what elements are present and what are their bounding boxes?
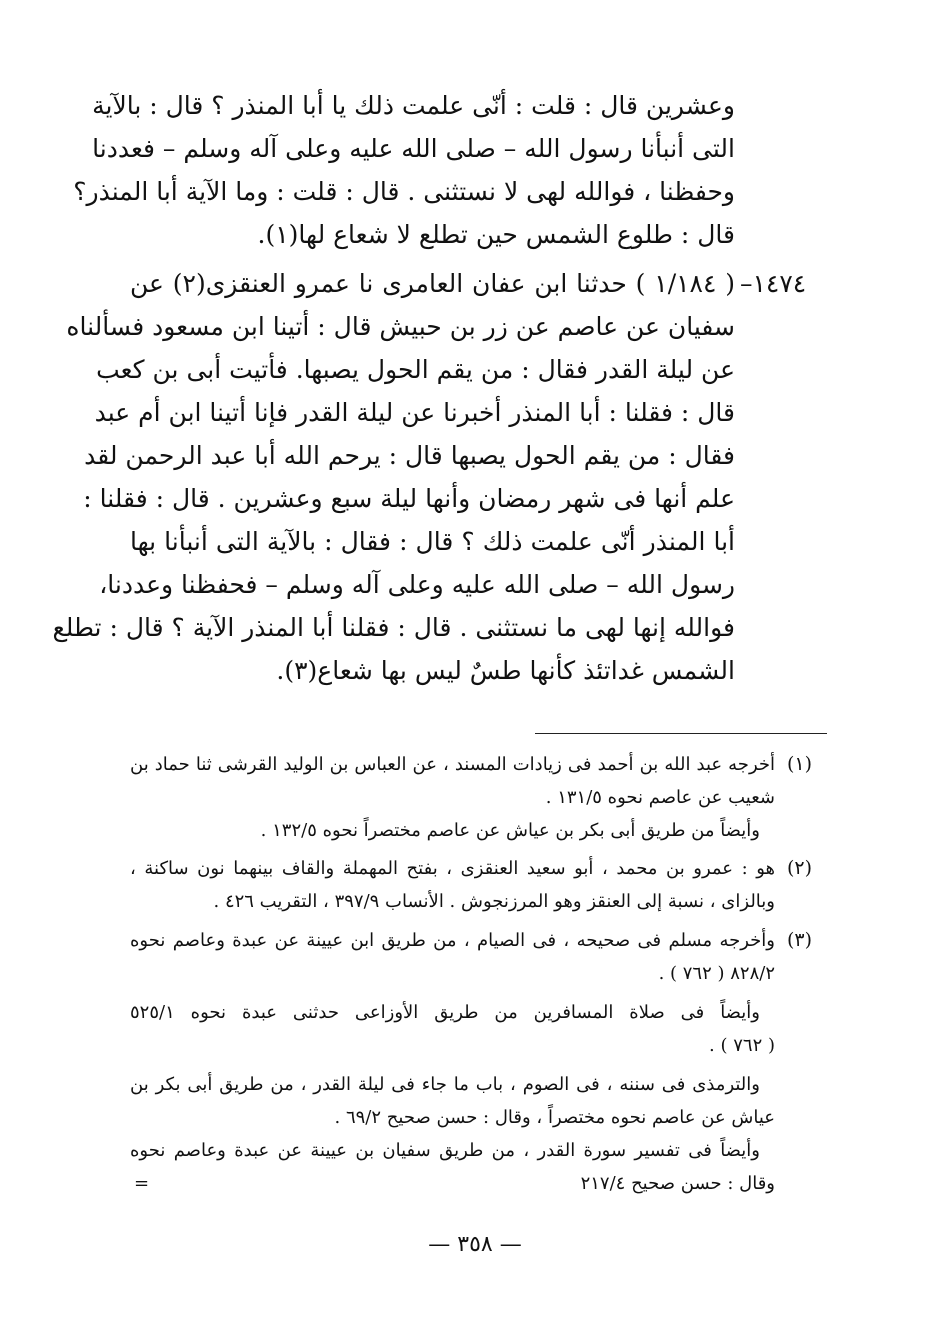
paragraph-continuation: [73, 84, 735, 256]
footnote-number: (٣): [787, 929, 813, 951]
footnote-number: (١): [787, 753, 813, 775]
footnote-line: وقال : حسن صحيح ٢١٧/٤: [580, 1173, 775, 1194]
text-line: علم أنها فى شهر رمضان وأنها ليلة سبع وعشرين . قال : فقلنا :: [83, 484, 735, 513]
text-line: ( ١/١٨٤ ) حدثنا ابن عفان العامرى نا عمرو العنقزى(٢) عن: [130, 269, 735, 298]
text-line: سفيان عن عاصم عن زر بن حبيش قال : أتينا ابن مسعود فسألناه: [66, 312, 735, 341]
text-line: قال : طلوع الشمس حين تطلع لا شعاع لها(١).: [257, 220, 735, 249]
hadith-text: [52, 262, 735, 692]
text-line: الشمس غداتئذ كأنها طسٌ ليس بها شعاع(٣).: [276, 656, 735, 685]
text-line: التى أنبأنا رسول الله – صلى الله عليه وعلى آله وسلم – فعددنا: [92, 134, 735, 163]
footnote-line: أخرجه عبد الله بن أحمد فى زيادات المسند ، عن العباس بن الوليد القرشى ثنا حماد بن: [130, 754, 775, 775]
footnote-line: ( ٧٦٢ ) .: [709, 1035, 775, 1056]
footnote-line: وأخرجه مسلم فى صحيحه ، فى الصيام ، من طريق ابن عيينة عن عبدة وعاصم نحوه: [130, 930, 775, 951]
hadith-number: ١٤٧٤–: [740, 269, 807, 298]
text-line: وحفظنا ، فوالله لهى لا نستثنى . قال : قلت : وما الآية أبا المنذر؟: [73, 177, 735, 206]
footnote-line: والترمذى فى سننه ، فى الصوم ، باب ما جاء فى ليلة القدر ، من طريق أبى بكر بن: [130, 1074, 760, 1095]
text-line: فقال : من يقم الحول يصبها قال : يرحم الله أبا عبد الرحمن لقد: [84, 441, 735, 470]
continuation-mark: =: [134, 1173, 150, 1194]
page-number: — ٣٥٨ —: [428, 1232, 522, 1257]
footnote-line: هو : عمرو بن محمد ، أبو سعيد العنقزى ، بفتح المهملة والقاف بينهما نون ساكنة ،: [130, 858, 775, 879]
footnote-line: ٨٢٨/٢ ( ٧٦٢ ) .: [658, 963, 775, 984]
text-line: وعشرين قال : قلت : أنّى علمت ذلك يا أبا المنذر ؟ قال : بالآية: [92, 91, 735, 120]
footnote-line: وأيضاً من طريق أبى بكر بن عياش عن عاصم مختصراً نحوه ١٣٢/٥ .: [260, 820, 760, 841]
text-line: رسول الله – صلى الله عليه وعلى آله وسلم – فحفظنا وعددنا،: [99, 570, 735, 599]
footnote-line: وأيضاً فى صلاة المسافرين من طريق الأوزاعى حدثنى عبدة نحوه ٥٢٥/١: [130, 1002, 760, 1023]
text-line: أبا المنذر أنّى علمت ذلك ؟ قال : فقال : بالآية التى أنبأنا بها: [130, 527, 735, 556]
footnote-number: (٢): [787, 857, 813, 879]
text-line: فوالله إنها لهى ما نستثنى . قال : فقلنا أبا المنذر الآية ؟ قال : تطلع: [52, 613, 735, 642]
footnote-line: وبالزاى ، نسبة إلى العنقز وهو المرزنجوش . الأنساب ٣٩٧/٩ ، التقريب ٤٢٦ .: [213, 891, 775, 912]
footnote-line: شعيب عن عاصم نحوه ١٣١/٥ .: [545, 787, 775, 808]
footnote-line: عياش عن عاصم نحوه مختصراً ، وقال : حسن صحيح ٦٩/٢ .: [334, 1107, 775, 1128]
footnote-separator: [535, 733, 827, 734]
text-line: عن ليلة القدر فقال : من يقم الحول يصبها. فأتيت أبى بن كعب: [96, 355, 735, 384]
footnote-line: وأيضاً فى تفسير سورة القدر ، من طريق سفيان بن عيينة عن عبدة وعاصم نحوه: [130, 1140, 760, 1161]
text-line: قال : فقلنا : أبا المنذر أخبرنا عن ليلة القدر فإنا أتينا ابن أم عبد: [94, 398, 735, 427]
